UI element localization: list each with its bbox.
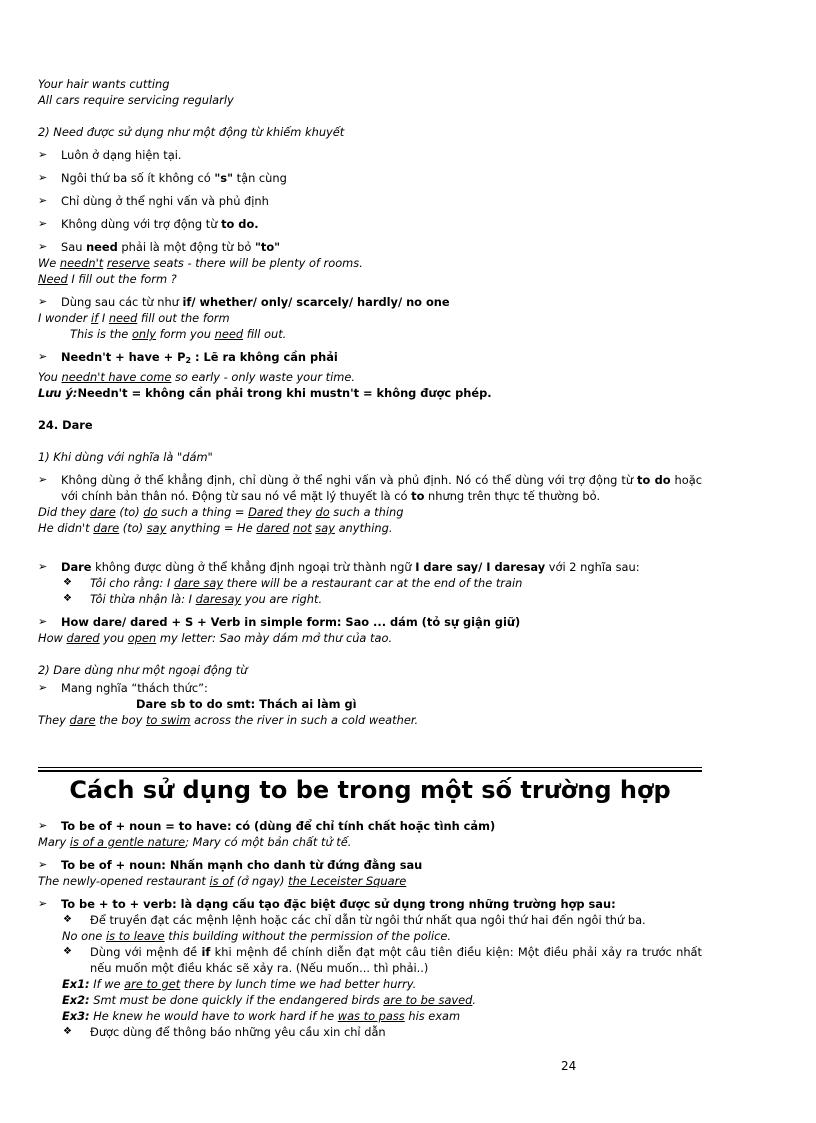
example-line: Your hair wants cutting <box>38 77 170 91</box>
bullet-item: ➢ To be + to + verb: là dạng cấu tạo đặc biệt được sử dụng trong những trường hợp sau: <box>38 896 702 912</box>
page-number: 24 <box>561 1059 577 1073</box>
section-subheading: 1) Khi dùng với nghĩa là "dám" <box>38 450 213 464</box>
example-line: No one is to leave this building without the permission of the police. <box>62 929 452 943</box>
bullet-item: ➢ Sau need phải là một động từ bỏ "to" <box>38 239 702 255</box>
example-line: The newly-opened restaurant is of (ở ngay) the Leceister Square <box>38 874 407 888</box>
example-line: Ex2: Smt must be done quickly if the endangered birds are to be saved. <box>62 993 477 1007</box>
formula-line: Dare sb to do smt: Thách ai làm gì <box>136 697 357 711</box>
example-line: You needn't have come so early - only waste your time. <box>38 370 356 384</box>
bullet-item: ➢ Chỉ dùng ở thể nghi vấn và phủ định <box>38 193 702 209</box>
bullet-item: ➢ To be of + noun = to have: có (dùng để chỉ tính chất hoặc tình cảm) <box>38 818 702 834</box>
bullet-item: ➢ Needn't + have + $P_2$ : Lẽ ra không cần phải <box>38 349 702 369</box>
example-line: He didn't dare (to) say anything = He dared not say anything. <box>38 521 393 535</box>
bullet-item: ➢ Dùng sau các từ như if/ whether/ only/ scarcely/ hardly/ no one <box>38 294 702 310</box>
bullet-item: ➢ Mang nghĩa “thách thức”: <box>38 680 702 696</box>
example-line: Need I fill out the form ? <box>38 272 177 286</box>
example-line: Ex3: He knew he would have to work hard if he was to pass his exam <box>62 1009 461 1023</box>
page-content-top <box>38 76 702 728</box>
title-rule <box>38 767 702 768</box>
bullet-item: ➢ To be of + noun: Nhấn mạnh cho danh từ đứng đằng sau <box>38 857 702 873</box>
sub-bullet-item: ❖ Tôi cho rằng: I dare say there will be a restaurant car at the end of the train <box>38 575 702 591</box>
bullet-item: ➢ Luôn ở dạng hiện tại. <box>38 147 702 163</box>
example-line: Ex1: If we are to get there by lunch time we had better hurry. <box>62 977 417 991</box>
example-line: Mary is of a gentle nature; Mary có một bản chất tử tế. <box>38 835 352 849</box>
sub-bullet-item: ❖ Để truyền đạt các mệnh lệnh hoặc các chỉ dẫn từ ngôi thứ nhất qua ngôi thứ hai đến ngôi thứ ba. <box>38 912 702 928</box>
sub-bullet-item: ❖ Dùng với mệnh đề if khi mệnh đề chính diễn đạt một câu tiên điều kiện: Một điều phải xảy ra trước nhất nếu muốn một điều khác sẽ xảy ra. (Nếu muốn... thì phải..) <box>38 944 702 976</box>
section-heading-dare: 24. Dare <box>38 418 93 432</box>
bullet-item: ➢ Không dùng với trợ động từ to do. <box>38 216 702 232</box>
example-line: We needn't reserve seats - there will be plenty of rooms. <box>38 256 363 270</box>
sub-bullet-item: ❖ Được dùng để thông báo những yêu cầu xin chỉ dẫn <box>38 1024 702 1040</box>
sub-bullet-item: ❖ Tôi thừa nhận là: I daresay you are right. <box>38 591 702 607</box>
bullet-item: ➢ Ngôi thứ ba số ít không có "s" tận cùng <box>38 170 702 186</box>
example-line: They dare the boy to swim across the river in such a cold weather. <box>38 713 419 727</box>
example-line: Did they dare (to) do such a thing = Dared they do such a thing <box>38 505 404 519</box>
example-line: I wonder if I need fill out the form <box>38 311 230 325</box>
title-rule <box>38 770 702 772</box>
section-title: Cách sử dụng to be trong một số trường hợp <box>69 776 671 804</box>
example-line: How dared you open my letter: Sao mày dám mở thư của tao. <box>38 631 393 645</box>
page-content-bottom <box>38 818 702 1040</box>
note-line: Lưu ý:Needn't = không cần phải trong khi mustn't = không được phép. <box>38 386 492 400</box>
example-line: This is the only form you need fill out. <box>70 327 287 341</box>
bullet-item: ➢ Dare không được dùng ở thể khẳng định ngoại trừ thành ngữ I dare say/ I daresay với 2 nghĩa sau: <box>38 559 702 575</box>
example-line: All cars require servicing regularly <box>38 93 234 107</box>
section-subheading: 2) Need được sử dụng như một động từ khiếm khuyết <box>38 125 345 139</box>
bullet-item: ➢ How dare/ dared + S + Verb in simple form: Sao ... dám (tỏ sự giận giữ) <box>38 614 702 630</box>
bullet-item: ➢ Không dùng ở thể khẳng định, chỉ dùng ở thể nghi vấn và phủ định. Nó có thể dùng với trợ động từ to do hoặc với chính bản thân nó. Động từ sau nó về mặt lý thuyết là có to nhưng trên thực tế thường bỏ. <box>38 472 702 504</box>
section-subheading: 2) Dare dùng như một ngoại động từ <box>38 663 248 677</box>
